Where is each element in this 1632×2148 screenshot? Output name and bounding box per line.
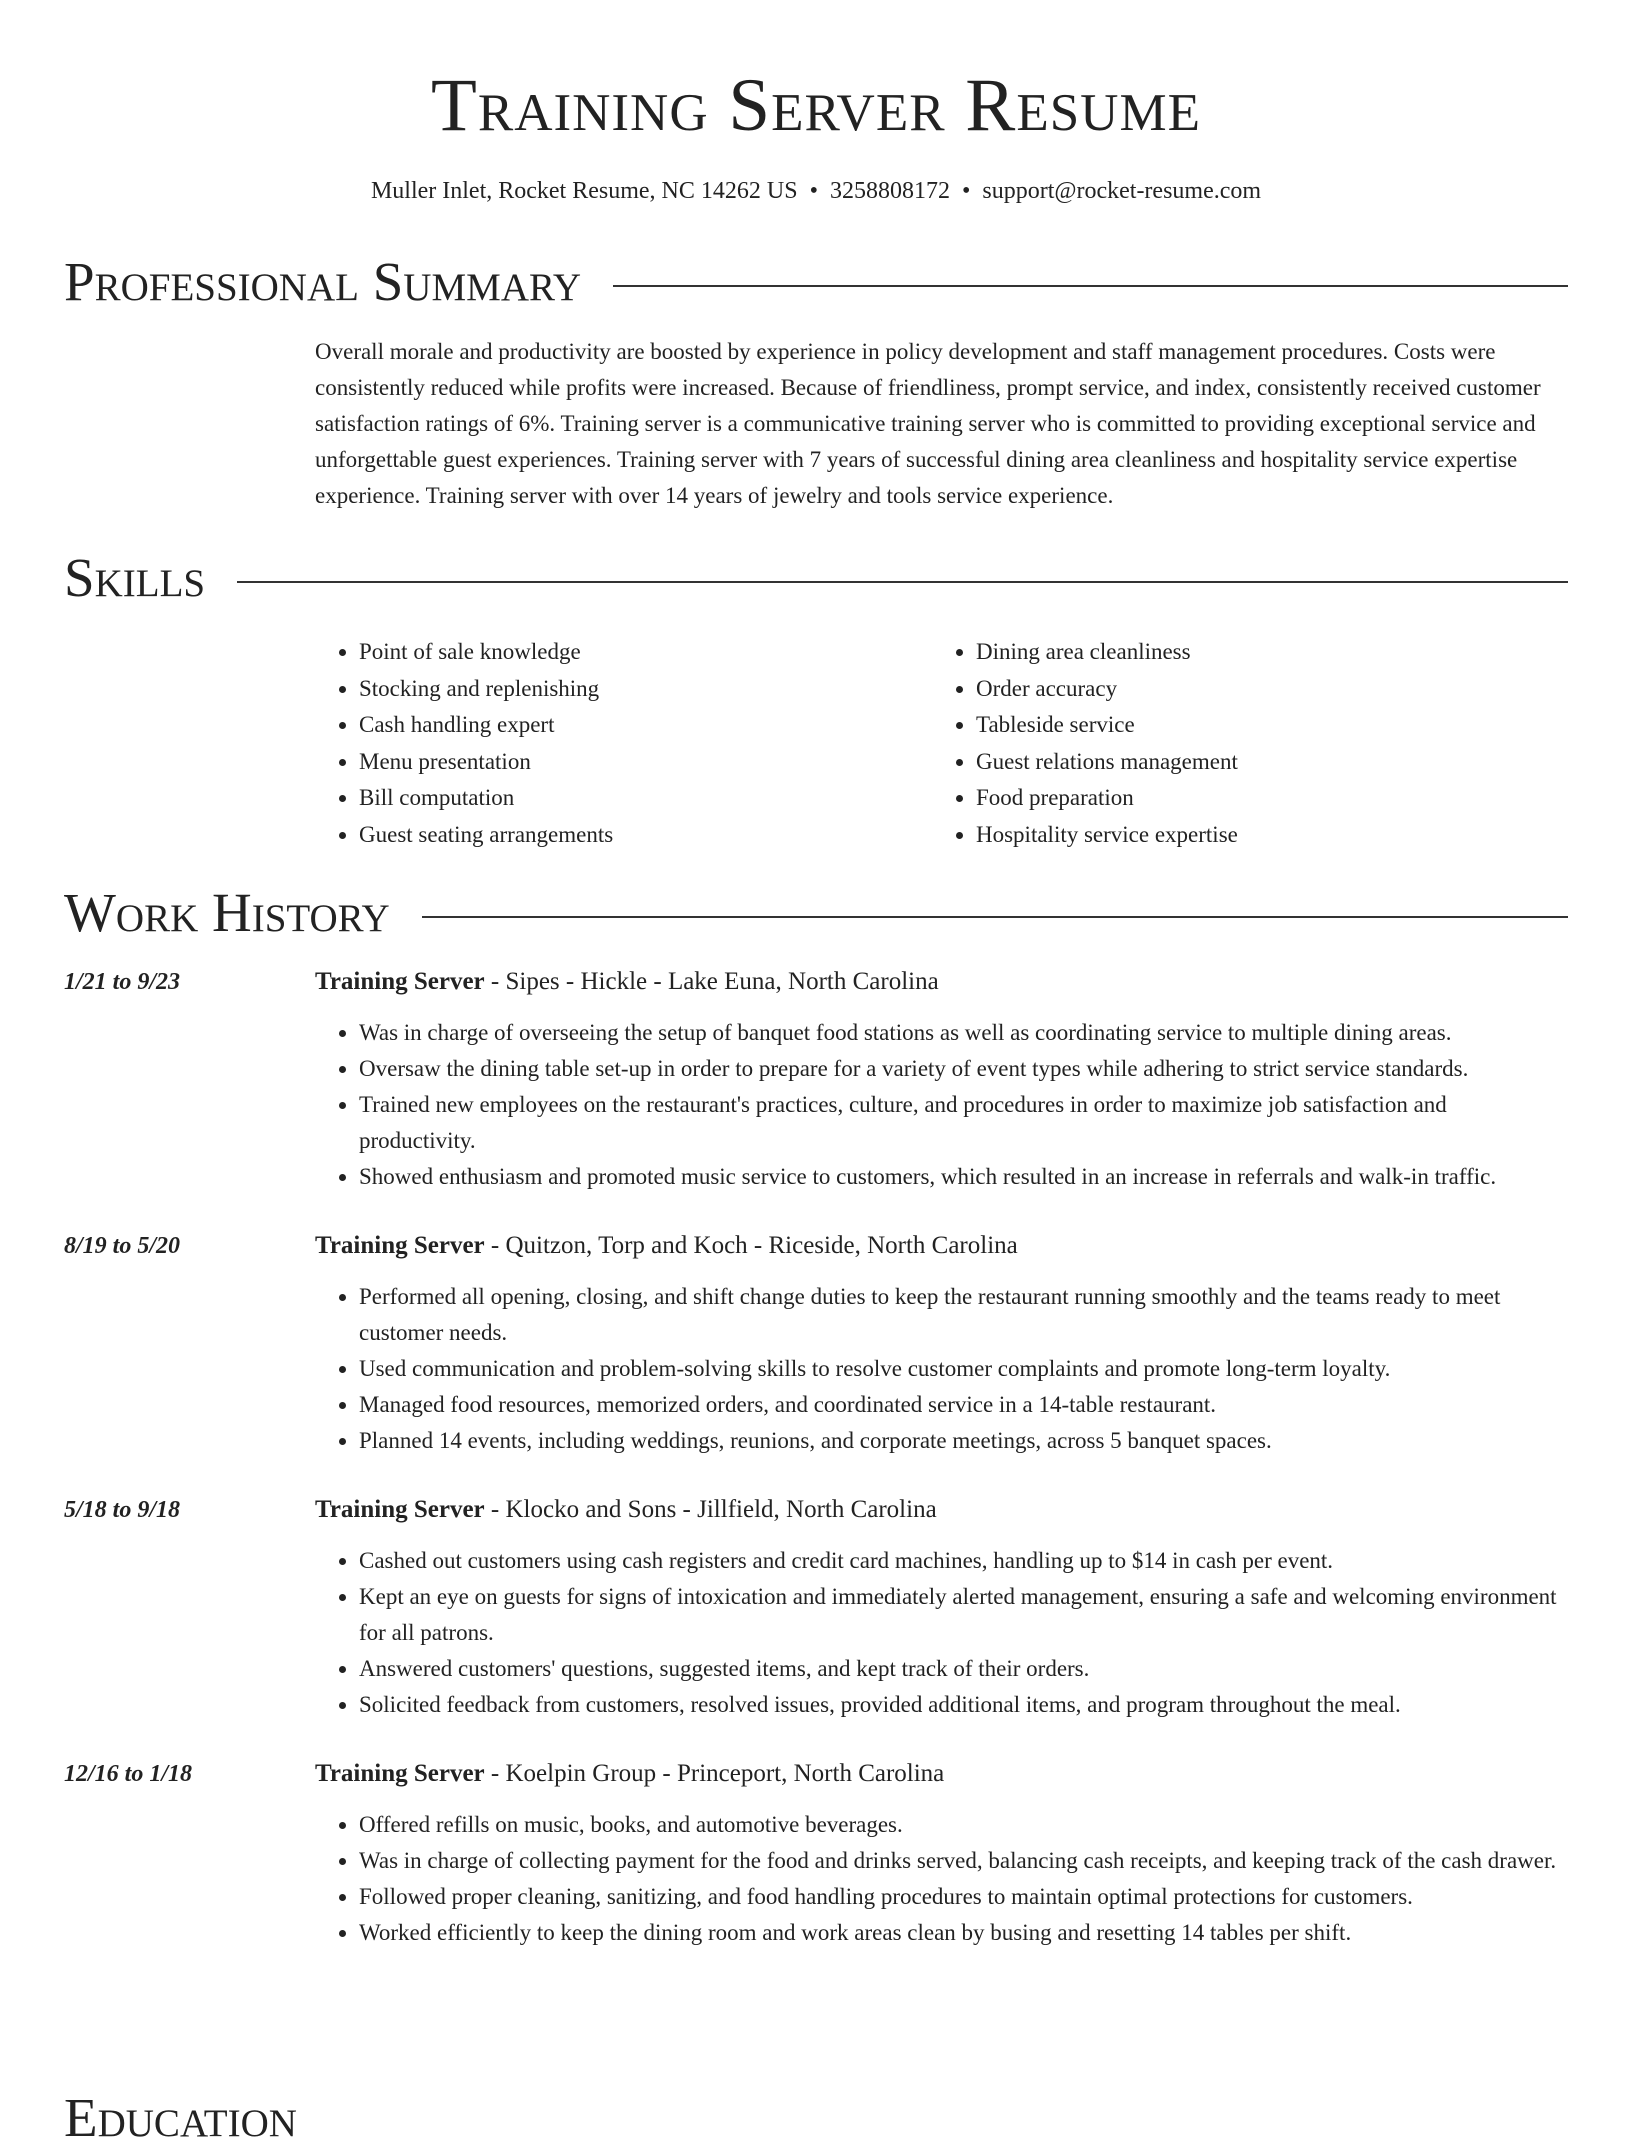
skill-item: • Dining area cleanliness	[976, 634, 1549, 671]
job-header	[64, 1229, 1568, 1263]
job-entry	[64, 1229, 1568, 1459]
job-bullet: • Trained new employees on the restaurant's practices, culture, and procedures in order to maximize job satisfaction and productivity.	[359, 1087, 1568, 1159]
job-bullets	[315, 1543, 1568, 1723]
skill-item: • Guest relations management	[976, 744, 1549, 781]
job-bullet: • Managed food resources, memorized orders, and coordinated service in a 14-table restaurant.	[359, 1387, 1568, 1423]
job-bullet: • Was in charge of collecting payment for the food and drinks served, balancing cash receipts, and keeping track of the cash drawer.	[359, 1843, 1568, 1879]
job-heading	[315, 1493, 937, 1527]
resume-page	[64, 0, 1568, 1951]
job-bullet: • Used communication and problem-solving skills to resolve customer complaints and promote long-term loyalty.	[359, 1351, 1568, 1387]
job-bullets	[315, 1279, 1568, 1459]
job-employer: - Quitzon, Torp and Koch - Riceside, North Carolina	[484, 1232, 1018, 1259]
skills-column-right	[932, 634, 1549, 853]
skill-item: • Point of sale knowledge	[359, 634, 932, 671]
skills-section-header	[64, 548, 1568, 608]
contact-email: support@rocket-resume.com	[982, 178, 1262, 204]
contact-line	[64, 176, 1568, 206]
contact-address: Muller Inlet, Rocket Resume, NC 14262 US	[370, 178, 798, 204]
education-heading-cutoff: Education	[64, 2087, 297, 2148]
job-bullet: • Worked efficiently to keep the dining room and work areas clean by busing and resetting 14 tables per shift.	[359, 1915, 1568, 1951]
job-employer: - Sipes - Hickle - Lake Euna, North Carolina	[484, 968, 939, 995]
job-bullets	[315, 1015, 1568, 1195]
job-bullet: • Answered customers' questions, suggested items, and kept track of their orders.	[359, 1651, 1568, 1687]
job-bullet: • Was in charge of overseeing the setup of banquet food stations as well as coordinating service to multiple dining areas.	[359, 1015, 1568, 1051]
summary-text: Overall morale and productivity are boosted by experience in policy development and staff management procedures. Costs were consistently reduced while profits were increased. Because of friendliness, prompt service, and index, consistently received customer satisfaction ratings of 6%. Training server is a communicative training server who is committed to providing exceptional service and unforgettable guest experiences. Training server with 7 years of successful dining area cleanliness and hospitality service expertise experience. Training server with over 14 years of jewelry and tools service experience.	[315, 339, 1541, 508]
job-dates: 12/16 to 1/18	[64, 1761, 193, 1787]
job-heading	[315, 1229, 1018, 1263]
job-header	[64, 1493, 1568, 1527]
section-divider	[422, 916, 1568, 918]
job-bullet: • Performed all opening, closing, and shift change duties to keep the restaurant running smoothly and the teams ready to meet customer needs.	[359, 1279, 1568, 1351]
skill-item: • Hospitality service expertise	[976, 817, 1549, 854]
job-bullet: • Followed proper cleaning, sanitizing, and food handling procedures to maintain optimal protections for customers.	[359, 1879, 1568, 1915]
skill-item: • Order accuracy	[976, 671, 1549, 708]
job-bullet: • Cashed out customers using cash registers and credit card machines, handling up to $14 in cash per event.	[359, 1543, 1568, 1579]
job-bullet: • Solicited feedback from customers, resolved issues, provided additional items, and program throughout the meal.	[359, 1687, 1568, 1723]
job-header	[64, 965, 1568, 999]
skill-item: • Guest seating arrangements	[359, 817, 932, 854]
work-section-header	[64, 883, 1568, 943]
skills-column-left	[315, 634, 932, 853]
job-title: Training Server	[315, 1760, 485, 1787]
contact-separator: •	[809, 178, 818, 204]
summary-section-header	[64, 252, 1568, 312]
job-heading	[315, 965, 939, 999]
job-title: Training Server	[315, 1496, 485, 1523]
job-dates: 1/21 to 9/23	[64, 969, 181, 995]
job-header	[64, 1757, 1568, 1791]
skill-item: • Cash handling expert	[359, 707, 932, 744]
skill-item: • Stocking and replenishing	[359, 671, 932, 708]
job-entry	[64, 965, 1568, 1195]
job-employer: - Klocko and Sons - Jillfield, North Carolina	[484, 1496, 937, 1523]
summary-heading: Professional Summary	[64, 251, 582, 312]
job-heading	[315, 1757, 944, 1791]
skill-item: • Menu presentation	[359, 744, 932, 781]
skills-heading: Skills	[64, 547, 206, 608]
job-dates: 5/18 to 9/18	[64, 1497, 181, 1523]
job-title: Training Server	[315, 1232, 485, 1259]
skill-item: • Tableside service	[976, 707, 1549, 744]
job-bullet: • Showed enthusiasm and promoted music service to customers, which resulted in an increase in referrals and walk-in traffic.	[359, 1159, 1568, 1195]
work-heading: Work History	[64, 882, 390, 943]
skill-item: • Bill computation	[359, 780, 932, 817]
contact-phone: 3258808172	[829, 178, 950, 204]
job-employer: - Koelpin Group - Princeport, North Carolina	[484, 1760, 945, 1787]
skill-item: • Food preparation	[976, 780, 1549, 817]
section-divider	[237, 581, 1568, 583]
contact-separator: •	[961, 178, 971, 204]
job-dates: 8/19 to 5/20	[64, 1233, 181, 1259]
job-entry	[64, 1757, 1568, 1951]
job-title: Training Server	[315, 968, 485, 995]
resume-title: Training Server Resume	[431, 64, 1201, 147]
job-bullet: • Planned 14 events, including weddings, reunions, and corporate meetings, across 5 banquet spaces.	[359, 1423, 1568, 1459]
job-bullet: • Offered refills on music, books, and automotive beverages.	[359, 1807, 1568, 1843]
job-bullet: • Oversaw the dining table set-up in order to prepare for a variety of event types while adhering to strict service standards.	[359, 1051, 1568, 1087]
job-bullet: • Kept an eye on guests for signs of intoxication and immediately alerted management, ensuring a safe and welcoming environment for all patrons.	[359, 1579, 1568, 1651]
job-bullets	[315, 1807, 1568, 1951]
skills-list	[315, 634, 1568, 853]
job-entry	[64, 1493, 1568, 1723]
section-divider	[613, 285, 1568, 287]
